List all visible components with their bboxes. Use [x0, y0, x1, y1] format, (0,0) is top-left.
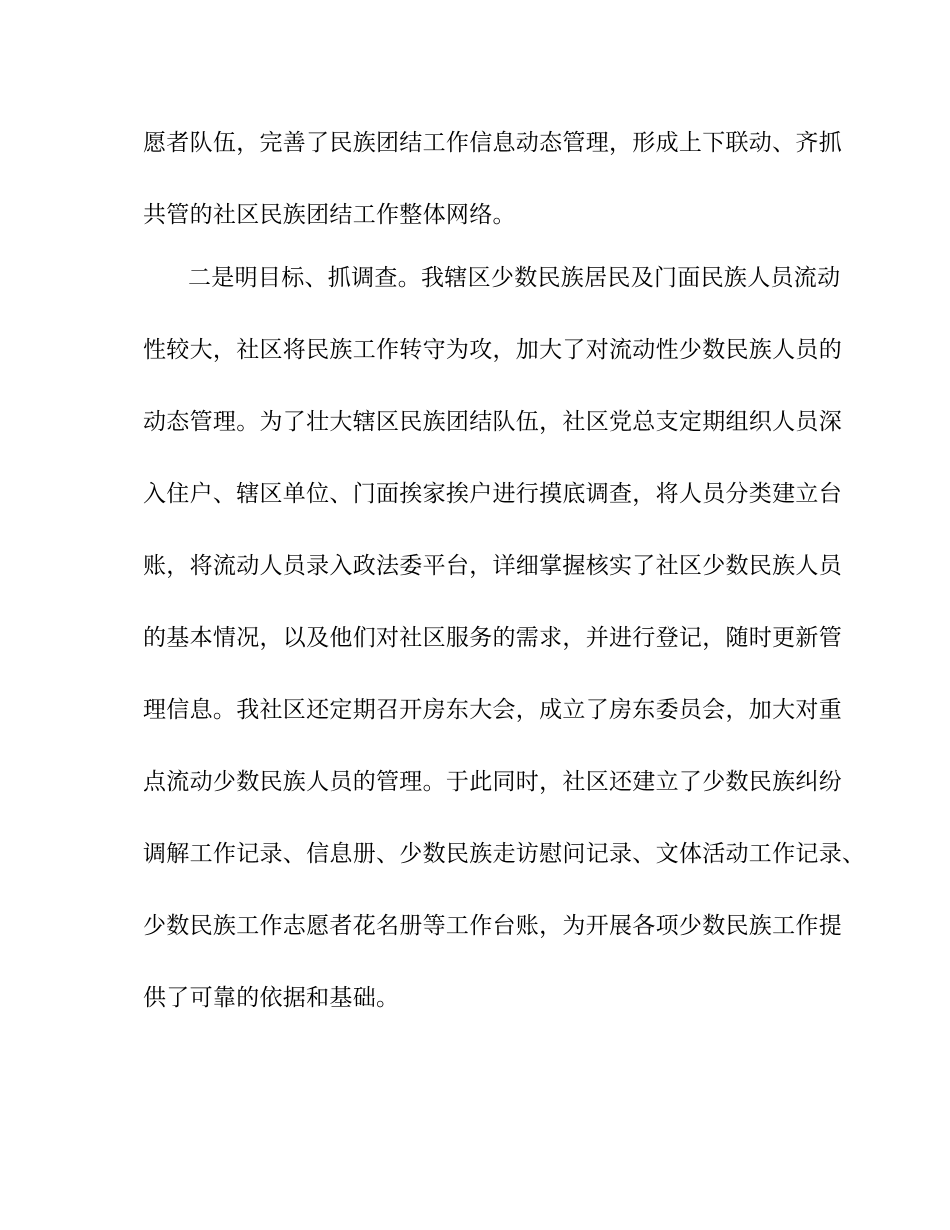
text-line: 的基本情况，以及他们对社区服务的需求，并进行登记，随时更新管	[143, 625, 842, 651]
text-line: 少数民族工作志愿者花名册等工作台账，为开展各项少数民族工作提	[143, 913, 842, 939]
text-line: 调解工作记录、信息册、少数民族走访慰问记录、文体活动工作记录、	[143, 841, 866, 867]
text-line: 理信息。我社区还定期召开房东大会，成立了房东委员会，加大对重	[143, 697, 842, 723]
text-line: 动态管理。为了壮大辖区民族团结队伍，社区党总支定期组织人员深	[143, 409, 842, 435]
text-line: 账，将流动人员录入政法委平台，详细掌握核实了社区少数民族人员	[143, 553, 842, 579]
text-line: 愿者队伍，完善了民族团结工作信息动态管理，形成上下联动、齐抓	[143, 130, 842, 156]
text-line: 共管的社区民族团结工作整体网络。	[143, 202, 516, 228]
text-line: 点流动少数民族人员的管理。于此同时，社区还建立了少数民族纠纷	[143, 769, 842, 795]
paragraph-start-line: 二是明目标、抓调查。我辖区少数民族居民及门面民族人员流动	[188, 265, 841, 291]
text-line: 入住户、辖区单位、门面挨家挨户进行摸底调查，将人员分类建立台	[143, 481, 842, 507]
text-line: 性较大，社区将民族工作转守为攻，加大了对流动性少数民族人员的	[143, 337, 842, 363]
text-line: 供了可靠的依据和基础。	[143, 985, 400, 1011]
